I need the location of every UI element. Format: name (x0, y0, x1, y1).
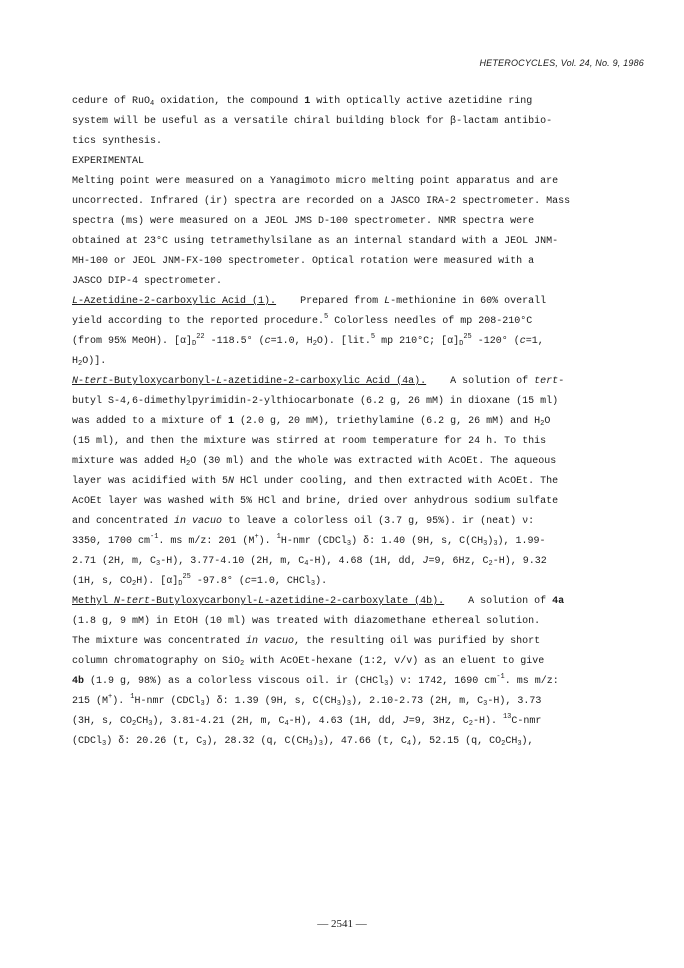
compound-4b-line: The mixture was concentrated in vacuo, the resulting oil was purified by short (72, 636, 541, 647)
compound-4a-line: butyl S-4,6-dimethylpyrimidin-2-ylthiocarbonate (6.2 g, 26 mM) in dioxane (15 ml) (72, 396, 559, 407)
compound-1-line: yield according to the reported procedure.$^5$ Colorless needles of mp 208-210°C (72, 313, 533, 327)
intro-line: tics synthesis. (72, 136, 163, 147)
compound-1-first-line (72, 292, 647, 312)
compound-4a-line: layer was acidified with 5N HCl under cooling, and then extracted with AcOEt. The (72, 476, 559, 487)
compound-4b-first-line (72, 592, 647, 612)
compound-4b-line: 215 (M+). $^1$H-nmr (CDCl$_3$) δ: 1.39 (9H, s, $C(CH_3)_3$), 2.10-2.73 (2H, m, $C_3-H$), 3.73 (72, 693, 542, 708)
compound-4b-line: 4b (1.9 g, 98%) as a colorless viscous oil. ir (CHCl$_3$) ν: 1742, 1690 $cm^{-1}$. ms m/z: (72, 673, 559, 688)
experimental-line: MH-100 or JEOL JNM-FX-100 spectrometer. Optical rotation were measured with a (72, 256, 535, 267)
compound-4b-title: Methyl N-tert-Butyloxycarbonyl-L-azetidine-2-carboxylate (4b). (72, 596, 445, 607)
compound-4b-line: (1.8 g, 9 mM) in EtOH (10 ml) was treated with diazomethane ethereal solution. (72, 616, 541, 627)
body-text (72, 92, 647, 752)
compound-1-line: $H_2O$)]. (72, 356, 107, 368)
compound-4a-first-line (72, 372, 647, 392)
intro-line: system will be useful as a versatile chiral building block for β-lactam antibio- (72, 116, 553, 127)
compound-4a-line: was added to a mixture of 1 (2.0 g, 20 mM), triethylamine (6.2 g, 26 mM) and $H_2O$ (72, 416, 551, 428)
experimental-line: JASCO DIP-4 spectrometer. (72, 276, 223, 287)
experimental-line: Melting point were measured on a Yanagimoto micro melting point apparatus and are (72, 176, 559, 187)
compound-4b-line: column chromatography on SiO$_2$ with AcOEt-hexane (1:2, v/v) as an eluent to give (72, 656, 545, 668)
experimental-line: uncorrected. Infrared (ir) spectra are recorded on a JASCO IRA-2 spectrometer. Mass (72, 196, 571, 207)
page-number: — 2541 — (317, 918, 367, 930)
compound-4a-line: (15 ml), and then the mixture was stirred at room temperature for 24 h. To this (72, 436, 547, 447)
compound-4a-line: AcOEt layer was washed with 5% HCl and brine, dried over anhydrous sodium sulfate (72, 496, 559, 507)
compound-4b-text: A solution of 4a (468, 596, 565, 607)
experimental-line: obtained at 23°C using tetramethylsilane as an internal standard with a JEOL JNM- (72, 236, 559, 247)
compound-1-line: (from 95% MeOH). $[\alpha]_D^{22}$ -118.5° (c=1.0, $H_2O$). [lit.$^5$ mp 210°C; $[\alpha]_D^{25}$ -120° (c=1, (72, 333, 544, 348)
compound-4a-line: and concentrated in vacuo to leave a colorless oil (3.7 g, 95%). ir (neat) ν: (72, 516, 535, 527)
journal-header: HETEROCYCLES, Vol. 24, No. 9, 1986 (479, 58, 644, 68)
compound-4b-line: (3H, s, $CO_2CH_3$), 3.81-4.21 (2H, m, $C_4-H$), 4.63 (1H, dd, J=9, 3Hz, $C_2-H$). $^{13}$C-nmr (72, 713, 542, 728)
compound-4a-line: 3350, 1700 $cm^{-1}$. ms m/z: 201 (M+). $^1$H-nmr (CDCl$_3$) δ: 1.40 (9H, s, $C(CH_3)_3$), 1.99- (72, 533, 546, 548)
experimental-line: spectra (ms) were measured on a JEOL JMS D-100 spectrometer. NMR spectra were (72, 216, 535, 227)
compound-4a-title: N-tert-Butyloxycarbonyl-L-azetidine-2-carboxylic Acid (4a). (72, 376, 427, 387)
compound-4a-line: mixture was added $H_2O$ (30 ml) and the whole was extracted with AcOEt. The aqueous (72, 456, 557, 468)
intro-line: cedure of RuO$_4$ oxidation, the compound 1 with optically active azetidine ring (72, 96, 533, 108)
compound-4b-line: (CDCl$_3$) δ: 20.26 (t, $C_3$), 28.32 (q, $C(CH_3)_3$), 47.66 (t, $C_4$), 52.15 (q, $CO_2CH_3$), (72, 736, 534, 748)
section-heading: EXPERIMENTAL (72, 156, 145, 167)
compound-4a-line: (1H, s, $CO_2H$). $[\alpha]_D^{25}$ -97.8° (c=1.0, CHCl$_3$). (72, 573, 328, 588)
compound-1-title: L-Azetidine-2-carboxylic Acid (1). (72, 296, 277, 307)
compound-4a-line: 2.71 (2H, m, $C_3-H$), 3.77-4.10 (2H, m, $C_4-H$), 4.68 (1H, dd, J=9, 6Hz, $C_2-H$), 9.32 (72, 556, 547, 568)
compound-1-text: Prepared from L-methionine in 60% overall (300, 296, 547, 307)
compound-4a-text: A solution of tert- (450, 376, 565, 387)
